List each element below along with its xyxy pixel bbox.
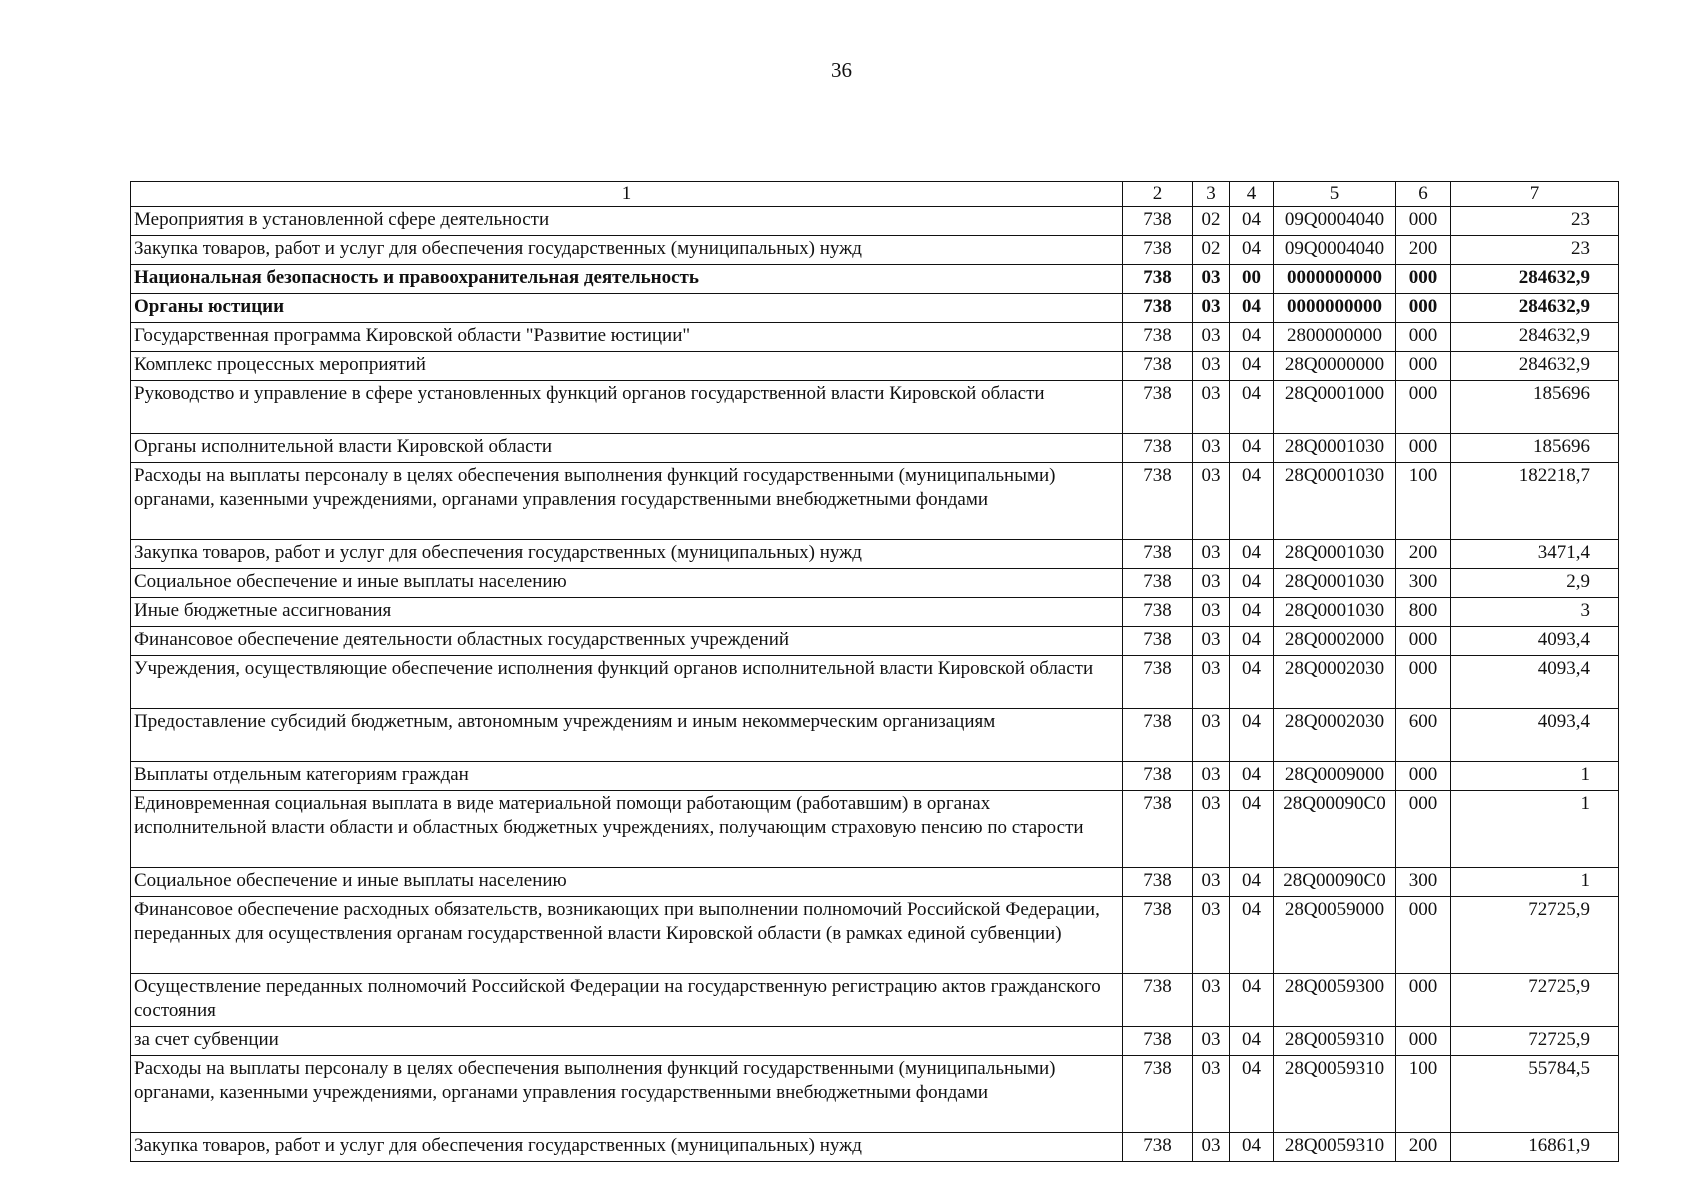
row-col6: 800 bbox=[1396, 598, 1451, 627]
table-row bbox=[131, 236, 1619, 265]
row-col5: 28Q0001000 bbox=[1274, 381, 1396, 434]
row-col4: 04 bbox=[1230, 656, 1274, 709]
row-col2: 738 bbox=[1123, 294, 1193, 323]
row-col2: 738 bbox=[1123, 1027, 1193, 1056]
row-col5: 28Q0000000 bbox=[1274, 352, 1396, 381]
row-col7: 182218,7 bbox=[1451, 463, 1619, 540]
row-col5: 2800000000 bbox=[1274, 323, 1396, 352]
row-col6: 000 bbox=[1396, 1027, 1451, 1056]
row-col5: 28Q0001030 bbox=[1274, 598, 1396, 627]
row-col3: 03 bbox=[1193, 463, 1230, 540]
table-row bbox=[131, 352, 1619, 381]
row-col6: 000 bbox=[1396, 434, 1451, 463]
row-col6: 000 bbox=[1396, 627, 1451, 656]
row-col6: 600 bbox=[1396, 709, 1451, 762]
table-row bbox=[131, 569, 1619, 598]
row-col2: 738 bbox=[1123, 868, 1193, 897]
row-col3: 03 bbox=[1193, 598, 1230, 627]
row-name: Органы исполнительной власти Кировской области bbox=[131, 434, 1123, 463]
header-row bbox=[131, 182, 1619, 207]
row-col5: 09Q0004040 bbox=[1274, 236, 1396, 265]
row-col5: 28Q0059000 bbox=[1274, 897, 1396, 974]
row-col7: 72725,9 bbox=[1451, 1027, 1619, 1056]
row-name: Руководство и управление в сфере установленных функций органов государственной власти Кировской области bbox=[131, 381, 1123, 434]
row-col4: 04 bbox=[1230, 207, 1274, 236]
row-name: Расходы на выплаты персоналу в целях обеспечения выполнения функций государственными (муниципальными) органами, казенными учреждениями, органами управления государственными внебюджетными фондами bbox=[131, 1056, 1123, 1133]
row-col3: 03 bbox=[1193, 1133, 1230, 1162]
row-col4: 04 bbox=[1230, 323, 1274, 352]
row-col3: 03 bbox=[1193, 434, 1230, 463]
row-col5: 28Q0059310 bbox=[1274, 1027, 1396, 1056]
row-col4: 04 bbox=[1230, 540, 1274, 569]
row-col6: 000 bbox=[1396, 265, 1451, 294]
row-col5: 28Q0002030 bbox=[1274, 656, 1396, 709]
row-col2: 738 bbox=[1123, 569, 1193, 598]
row-col4: 04 bbox=[1230, 294, 1274, 323]
row-col2: 738 bbox=[1123, 323, 1193, 352]
row-col3: 02 bbox=[1193, 236, 1230, 265]
table-row bbox=[131, 463, 1619, 540]
row-col7: 284632,9 bbox=[1451, 294, 1619, 323]
row-col7: 23 bbox=[1451, 236, 1619, 265]
row-col4: 04 bbox=[1230, 762, 1274, 791]
row-col7: 1 bbox=[1451, 791, 1619, 868]
row-col6: 000 bbox=[1396, 323, 1451, 352]
row-col3: 03 bbox=[1193, 294, 1230, 323]
row-name: за счет субвенции bbox=[131, 1027, 1123, 1056]
row-col6: 100 bbox=[1396, 1056, 1451, 1133]
row-col2: 738 bbox=[1123, 656, 1193, 709]
row-name: Органы юстиции bbox=[131, 294, 1123, 323]
row-col6: 000 bbox=[1396, 791, 1451, 868]
row-col3: 03 bbox=[1193, 540, 1230, 569]
row-name: Выплаты отдельным категориям граждан bbox=[131, 762, 1123, 791]
table-row bbox=[131, 974, 1619, 1027]
row-name: Закупка товаров, работ и услуг для обеспечения государственных (муниципальных) нужд bbox=[131, 1133, 1123, 1162]
table-row bbox=[131, 762, 1619, 791]
row-col3: 03 bbox=[1193, 323, 1230, 352]
row-col2: 738 bbox=[1123, 1133, 1193, 1162]
row-col3: 03 bbox=[1193, 868, 1230, 897]
row-col2: 738 bbox=[1123, 236, 1193, 265]
row-col7: 284632,9 bbox=[1451, 323, 1619, 352]
row-col5: 28Q0059310 bbox=[1274, 1133, 1396, 1162]
table-row bbox=[131, 868, 1619, 897]
row-name: Учреждения, осуществляющие обеспечение исполнения функций органов исполнительной власти Кировской области bbox=[131, 656, 1123, 709]
row-name: Закупка товаров, работ и услуг для обеспечения государственных (муниципальных) нужд bbox=[131, 540, 1123, 569]
row-col7: 4093,4 bbox=[1451, 627, 1619, 656]
row-col6: 000 bbox=[1396, 974, 1451, 1027]
row-col6: 000 bbox=[1396, 897, 1451, 974]
row-col2: 738 bbox=[1123, 791, 1193, 868]
table-row bbox=[131, 1133, 1619, 1162]
row-col7: 185696 bbox=[1451, 434, 1619, 463]
header-cell-1: 1 bbox=[131, 182, 1123, 207]
row-name: Социальное обеспечение и иные выплаты населению bbox=[131, 569, 1123, 598]
row-col7: 185696 bbox=[1451, 381, 1619, 434]
row-col2: 738 bbox=[1123, 207, 1193, 236]
row-col4: 04 bbox=[1230, 974, 1274, 1027]
header-cell-2: 2 bbox=[1123, 182, 1193, 207]
row-col5: 0000000000 bbox=[1274, 265, 1396, 294]
table-body bbox=[131, 207, 1619, 1162]
row-col3: 03 bbox=[1193, 974, 1230, 1027]
row-col7: 1 bbox=[1451, 762, 1619, 791]
row-col5: 28Q0002000 bbox=[1274, 627, 1396, 656]
row-col2: 738 bbox=[1123, 598, 1193, 627]
row-col2: 738 bbox=[1123, 627, 1193, 656]
row-col6: 000 bbox=[1396, 352, 1451, 381]
row-col4: 04 bbox=[1230, 463, 1274, 540]
table-row bbox=[131, 434, 1619, 463]
row-col6: 000 bbox=[1396, 294, 1451, 323]
row-col3: 03 bbox=[1193, 352, 1230, 381]
table-row bbox=[131, 323, 1619, 352]
row-col4: 00 bbox=[1230, 265, 1274, 294]
row-col5: 28Q0059310 bbox=[1274, 1056, 1396, 1133]
row-col5: 28Q0001030 bbox=[1274, 463, 1396, 540]
header-cell-4: 4 bbox=[1230, 182, 1274, 207]
row-col6: 000 bbox=[1396, 656, 1451, 709]
table-row bbox=[131, 897, 1619, 974]
row-col4: 04 bbox=[1230, 381, 1274, 434]
row-col4: 04 bbox=[1230, 1027, 1274, 1056]
row-col7: 16861,9 bbox=[1451, 1133, 1619, 1162]
row-col7: 55784,5 bbox=[1451, 1056, 1619, 1133]
header-cell-6: 6 bbox=[1396, 182, 1451, 207]
row-col7: 2,9 bbox=[1451, 569, 1619, 598]
row-col2: 738 bbox=[1123, 974, 1193, 1027]
row-col4: 04 bbox=[1230, 897, 1274, 974]
row-col4: 04 bbox=[1230, 598, 1274, 627]
row-col3: 03 bbox=[1193, 265, 1230, 294]
row-col3: 03 bbox=[1193, 762, 1230, 791]
header-cell-5: 5 bbox=[1274, 182, 1396, 207]
row-col4: 04 bbox=[1230, 434, 1274, 463]
row-col5: 0000000000 bbox=[1274, 294, 1396, 323]
row-col3: 03 bbox=[1193, 1056, 1230, 1133]
table-row bbox=[131, 598, 1619, 627]
row-col5: 28Q00090C0 bbox=[1274, 868, 1396, 897]
row-col2: 738 bbox=[1123, 897, 1193, 974]
row-col3: 03 bbox=[1193, 627, 1230, 656]
header-cell-3: 3 bbox=[1193, 182, 1230, 207]
row-col5: 28Q0001030 bbox=[1274, 434, 1396, 463]
row-name: Финансовое обеспечение расходных обязательств, возникающих при выполнении полномочий Российской Федерации, переданных для осуществления органам государственной власти Кировской области (в рамках единой субвенции) bbox=[131, 897, 1123, 974]
row-col4: 04 bbox=[1230, 791, 1274, 868]
row-col6: 000 bbox=[1396, 762, 1451, 791]
row-name: Комплекс процессных мероприятий bbox=[131, 352, 1123, 381]
row-col3: 03 bbox=[1193, 656, 1230, 709]
table-row bbox=[131, 1056, 1619, 1133]
row-name: Государственная программа Кировской области "Развитие юстиции" bbox=[131, 323, 1123, 352]
row-col3: 02 bbox=[1193, 207, 1230, 236]
table-row bbox=[131, 709, 1619, 762]
row-name: Социальное обеспечение и иные выплаты населению bbox=[131, 868, 1123, 897]
row-col7: 72725,9 bbox=[1451, 897, 1619, 974]
row-col6: 200 bbox=[1396, 540, 1451, 569]
row-col2: 738 bbox=[1123, 381, 1193, 434]
row-col7: 72725,9 bbox=[1451, 974, 1619, 1027]
row-col2: 738 bbox=[1123, 463, 1193, 540]
row-col6: 000 bbox=[1396, 207, 1451, 236]
row-col6: 200 bbox=[1396, 236, 1451, 265]
row-col3: 03 bbox=[1193, 381, 1230, 434]
page-number: 36 bbox=[831, 58, 852, 82]
row-col4: 04 bbox=[1230, 868, 1274, 897]
row-name: Иные бюджетные ассигнования bbox=[131, 598, 1123, 627]
row-col2: 738 bbox=[1123, 762, 1193, 791]
row-col7: 284632,9 bbox=[1451, 265, 1619, 294]
row-col4: 04 bbox=[1230, 709, 1274, 762]
row-col4: 04 bbox=[1230, 1133, 1274, 1162]
row-name: Финансовое обеспечение деятельности областных государственных учреждений bbox=[131, 627, 1123, 656]
table-row bbox=[131, 381, 1619, 434]
table-row bbox=[131, 294, 1619, 323]
row-col3: 03 bbox=[1193, 709, 1230, 762]
table-row bbox=[131, 627, 1619, 656]
row-col6: 100 bbox=[1396, 463, 1451, 540]
row-name: Предоставление субсидий бюджетным, автономным учреждениям и иным некоммерческим организациям bbox=[131, 709, 1123, 762]
row-name: Осуществление переданных полномочий Российской Федерации на государственную регистрацию актов гражданского состояния bbox=[131, 974, 1123, 1027]
row-col4: 04 bbox=[1230, 569, 1274, 598]
row-col7: 3 bbox=[1451, 598, 1619, 627]
row-col2: 738 bbox=[1123, 352, 1193, 381]
row-col7: 1 bbox=[1451, 868, 1619, 897]
row-col5: 28Q0001030 bbox=[1274, 540, 1396, 569]
budget-table bbox=[130, 181, 1619, 1162]
row-col3: 03 bbox=[1193, 1027, 1230, 1056]
row-col5: 28Q0002030 bbox=[1274, 709, 1396, 762]
row-col4: 04 bbox=[1230, 1056, 1274, 1133]
row-name: Закупка товаров, работ и услуг для обеспечения государственных (муниципальных) нужд bbox=[131, 236, 1123, 265]
row-col2: 738 bbox=[1123, 1056, 1193, 1133]
row-col7: 4093,4 bbox=[1451, 709, 1619, 762]
row-col7: 284632,9 bbox=[1451, 352, 1619, 381]
row-col6: 300 bbox=[1396, 569, 1451, 598]
row-name: Расходы на выплаты персоналу в целях обеспечения выполнения функций государственными (муниципальными) органами, казенными учреждениями, органами управления государственными внебюджетными фондами bbox=[131, 463, 1123, 540]
row-col5: 28Q00090C0 bbox=[1274, 791, 1396, 868]
row-col6: 200 bbox=[1396, 1133, 1451, 1162]
row-col5: 28Q0009000 bbox=[1274, 762, 1396, 791]
row-col4: 04 bbox=[1230, 352, 1274, 381]
row-col3: 03 bbox=[1193, 897, 1230, 974]
table-row bbox=[131, 265, 1619, 294]
row-col2: 738 bbox=[1123, 540, 1193, 569]
row-name: Единовременная социальная выплата в виде материальной помощи работающим (работавшим) в органах исполнительной власти области и областных бюджетных учреждениях, получающим страховую пенсию по старости bbox=[131, 791, 1123, 868]
table-row bbox=[131, 1027, 1619, 1056]
table-row bbox=[131, 207, 1619, 236]
table-row bbox=[131, 540, 1619, 569]
row-col2: 738 bbox=[1123, 265, 1193, 294]
table-row bbox=[131, 656, 1619, 709]
row-col5: 28Q0001030 bbox=[1274, 569, 1396, 598]
row-col2: 738 bbox=[1123, 434, 1193, 463]
row-col3: 03 bbox=[1193, 569, 1230, 598]
row-col7: 3471,4 bbox=[1451, 540, 1619, 569]
row-col5: 28Q0059300 bbox=[1274, 974, 1396, 1027]
row-col4: 04 bbox=[1230, 236, 1274, 265]
row-col3: 03 bbox=[1193, 791, 1230, 868]
row-col4: 04 bbox=[1230, 627, 1274, 656]
header-cell-7: 7 bbox=[1451, 182, 1619, 207]
table-row bbox=[131, 791, 1619, 868]
row-col5: 09Q0004040 bbox=[1274, 207, 1396, 236]
row-col6: 300 bbox=[1396, 868, 1451, 897]
row-col7: 4093,4 bbox=[1451, 656, 1619, 709]
row-name: Мероприятия в установленной сфере деятельности bbox=[131, 207, 1123, 236]
row-col2: 738 bbox=[1123, 709, 1193, 762]
row-col6: 000 bbox=[1396, 381, 1451, 434]
row-col7: 23 bbox=[1451, 207, 1619, 236]
row-name: Национальная безопасность и правоохранительная деятельность bbox=[131, 265, 1123, 294]
